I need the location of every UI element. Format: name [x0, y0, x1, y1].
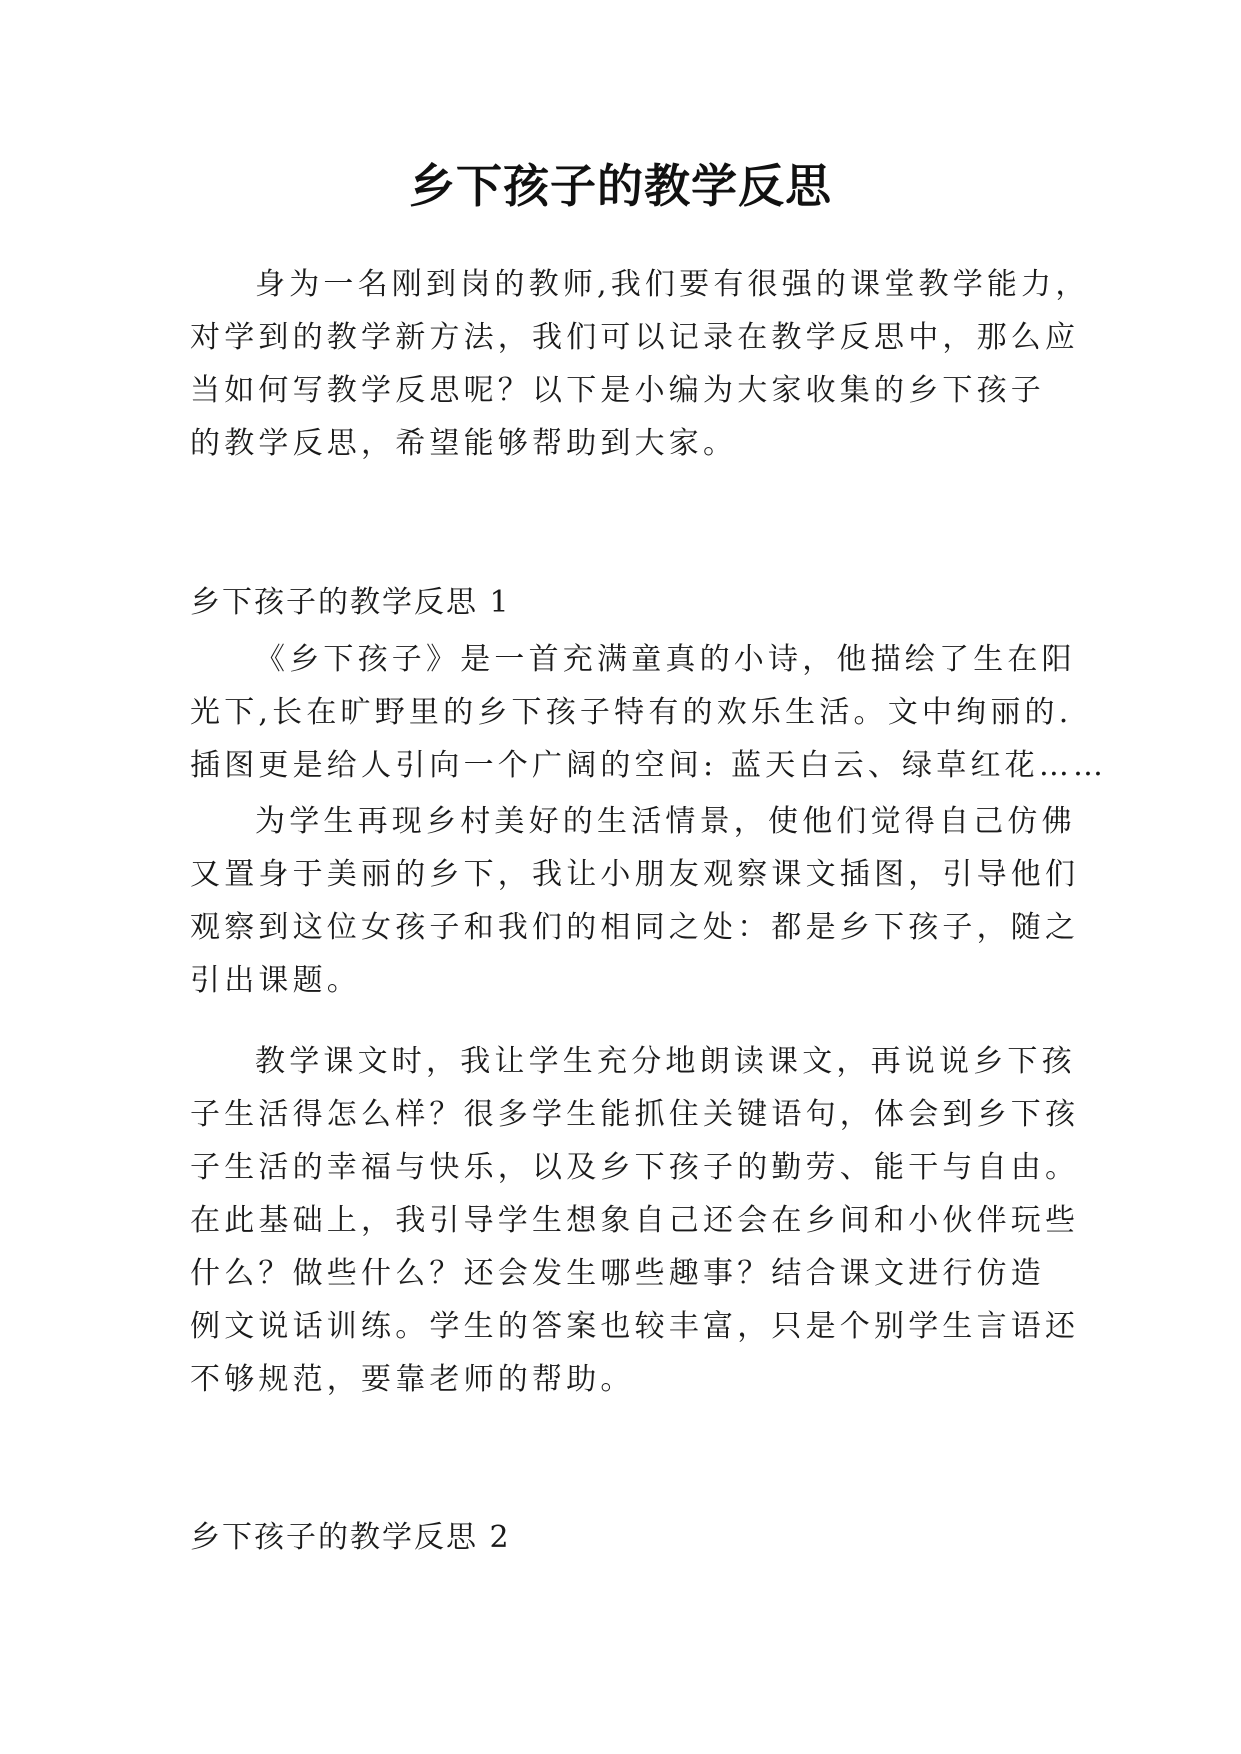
- paragraph-line: 为学生再现乡村美好的生活情景，使他们觉得自己仿佛: [255, 804, 1076, 839]
- paragraph-line: 引出课题。: [190, 963, 361, 998]
- paragraph-line: 子生活得怎么样？很多学生能抓住关键语句，体会到乡下孩: [190, 1097, 1080, 1132]
- paragraph-line: 什么？做些什么？还会发生哪些趣事？结合课文进行仿造: [190, 1256, 1045, 1291]
- paragraph-line: 《乡下孩子》是一首充满童真的小诗，他描绘了生在阳: [255, 642, 1076, 677]
- paragraph-line: 又置身于美丽的乡下，我让小朋友观察课文插图，引导他们: [190, 857, 1080, 892]
- paragraph-line: 在此基础上，我引导学生想象自己还会在乡间和小伙伴玩些: [190, 1203, 1080, 1238]
- paragraph-line: 插图更是给人引向一个广阔的空间: 蓝天白云、绿草红花……: [190, 748, 1108, 783]
- paragraph-line: 观察到这位女孩子和我们的相同之处：都是乡下孩子，随之: [190, 910, 1080, 945]
- paragraph-line: 例文说话训练。学生的答案也较丰富，只是个别学生言语还: [190, 1309, 1080, 1344]
- section-heading: 乡下孩子的教学反思 1: [190, 585, 511, 620]
- intro-line: 当如何写教学反思呢？以下是小编为大家收集的乡下孩子: [190, 373, 1045, 408]
- paragraph-line: 子生活的幸福与快乐，以及乡下孩子的勤劳、能干与自由。: [190, 1150, 1080, 1185]
- intro-line: 对学到的教学新方法，我们可以记录在教学反思中，那么应: [190, 320, 1080, 355]
- document-title: 乡下孩子的教学反思: [409, 159, 832, 213]
- intro-line: 的教学反思，希望能够帮助到大家。: [190, 426, 738, 461]
- paragraph-line: 光下,长在旷野里的乡下孩子特有的欢乐生活。文中绚丽的.: [190, 695, 1073, 730]
- intro-line: 身为一名刚到岗的教师,我们要有很强的课堂教学能力，: [255, 267, 1090, 302]
- paragraph-line: 教学课文时，我让学生充分地朗读课文，再说说乡下孩: [255, 1044, 1076, 1079]
- paragraph-line: 不够规范，要靠老师的帮助。: [190, 1362, 635, 1397]
- section-heading: 乡下孩子的教学反思 2: [190, 1520, 511, 1555]
